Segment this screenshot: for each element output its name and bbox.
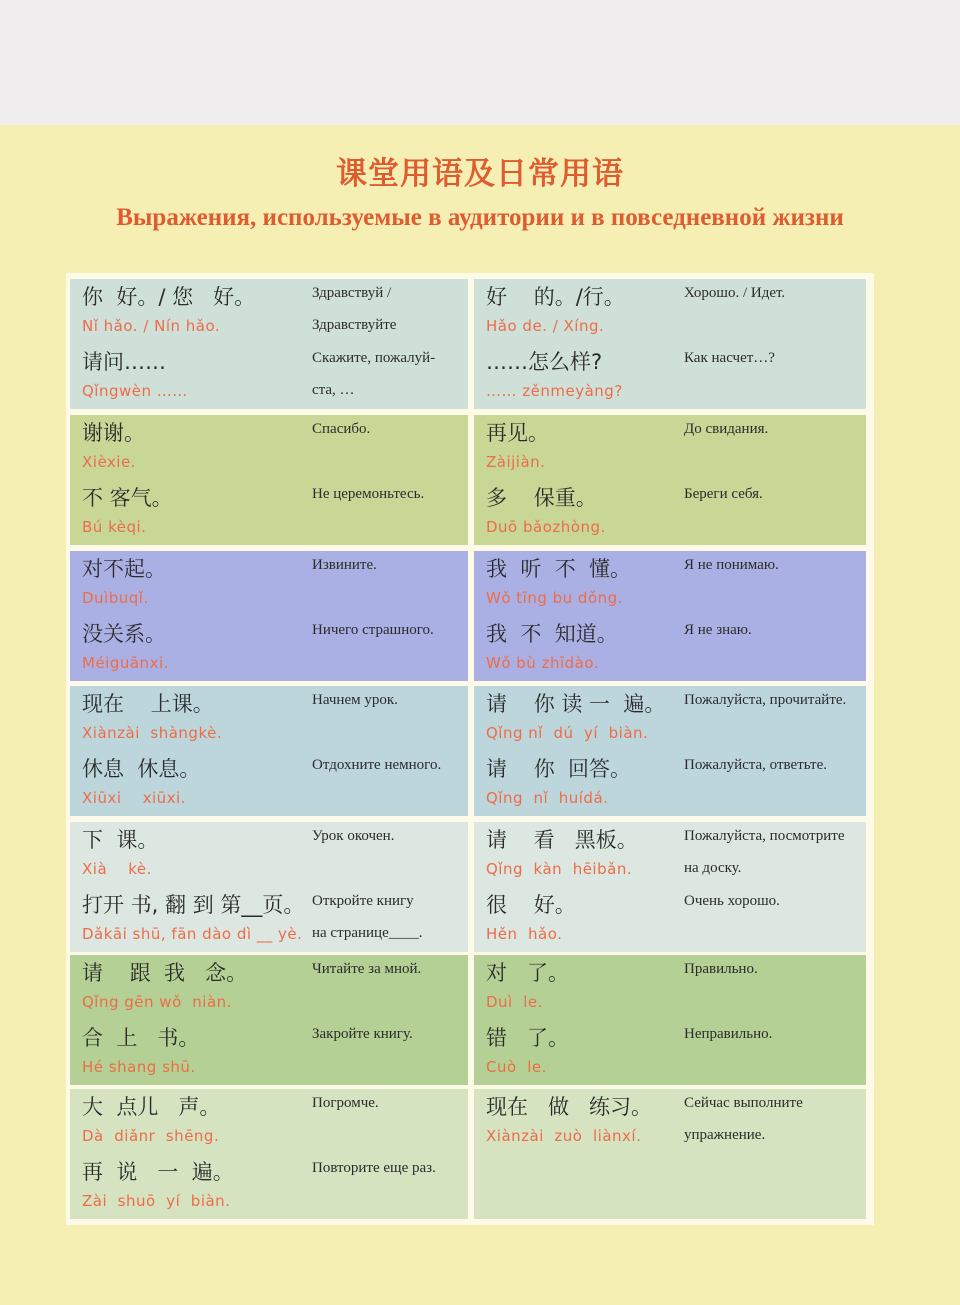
russian-translation: Скажите, пожалуй- (312, 350, 436, 366)
row-5-right-cell (474, 822, 866, 952)
phrase-entry (70, 822, 468, 888)
pinyin-text: Duìbuqǐ. (82, 589, 149, 607)
pinyin-text: Zài shuō yí biàn. (82, 1192, 231, 1210)
phrase-entry (474, 1089, 866, 1155)
phrase-entry (70, 344, 468, 410)
pinyin-text: Hěn hǎo. (486, 925, 563, 943)
phrase-entry (474, 279, 866, 345)
russian-translation-continued: ста, … (312, 382, 355, 398)
russian-translation: Пожалуйста, посмотрите (684, 828, 845, 844)
row-3-right-cell (474, 551, 866, 681)
pinyin-text: Nǐ hǎo. / Nín hǎo. (82, 317, 221, 335)
row-2-left-cell (70, 415, 468, 545)
russian-translation: Хорошо. / Идет. (684, 285, 786, 301)
chinese-phrase: 不 客气。 (82, 486, 173, 510)
phrase-entry (474, 415, 866, 481)
phrase-entry (474, 480, 866, 546)
chinese-phrase: 谢谢。 (82, 421, 145, 445)
phrase-entry (474, 955, 866, 1021)
phrase-entry (70, 1154, 468, 1220)
chinese-phrase: 请问…… (82, 350, 166, 374)
chinese-phrase: 现在 做 练习。 (486, 1095, 653, 1119)
chinese-phrase: 再 说 一 遍。 (82, 1160, 234, 1184)
chinese-phrase: 我 不 知道。 (486, 622, 618, 646)
russian-translation: Правильно. (684, 961, 758, 977)
russian-translation-continued: Здравствуйте (312, 317, 397, 333)
pinyin-text: Qǐngwèn …… (82, 382, 188, 400)
phrase-entry (70, 551, 468, 617)
chinese-phrase: 好 的。/行。 (486, 285, 625, 309)
chinese-phrase: 再见。 (486, 421, 549, 445)
pinyin-text: Méiguānxi. (82, 654, 169, 672)
row-4-left-cell (70, 686, 468, 816)
russian-translation: Очень хорошо. (684, 893, 780, 909)
phrase-entry (474, 551, 866, 617)
chinese-phrase: 请 你 回答。 (486, 757, 632, 781)
phrase-entry (474, 751, 866, 817)
row-2-right-cell (474, 415, 866, 545)
russian-translation: Не церемоньтесь. (312, 486, 425, 502)
phrase-entry (70, 616, 468, 682)
chinese-phrase: 休息 休息。 (82, 757, 201, 781)
pinyin-text: Xiànzài zuò liànxí. (486, 1127, 642, 1145)
chinese-phrase: 对不起。 (82, 557, 166, 581)
russian-translation: Отдохните немного. (312, 757, 442, 773)
russian-translation: Неправильно. (684, 1026, 773, 1042)
russian-translation: Я не понимаю. (684, 557, 779, 573)
russian-translation-continued: на странице____. (312, 925, 423, 941)
pinyin-text: Zàijiàn. (486, 453, 546, 471)
page-title-russian: Выражения, используемые в аудитории и в повседневной жизни (116, 204, 844, 231)
pinyin-text: Xià kè. (82, 860, 152, 878)
pinyin-text: Xièxie. (82, 453, 136, 471)
phrase-table (66, 273, 874, 1225)
pinyin-text: Duì le. (486, 993, 543, 1011)
row-5-left-cell (70, 822, 468, 952)
row-6-left-cell (70, 955, 468, 1085)
russian-translation: Закройте книгу. (312, 1026, 413, 1042)
russian-translation: До свидания. (684, 421, 769, 437)
phrase-entry (70, 1020, 468, 1086)
chinese-phrase: 你 好。/ 您 好。 (82, 285, 256, 309)
row-1-right-cell (474, 279, 866, 409)
pinyin-text: Dǎkāi shū, fān dào dì __ yè. (82, 925, 303, 943)
chinese-phrase: 大 点儿 声。 (82, 1095, 221, 1119)
russian-translation: Повторите еще раз. (312, 1160, 436, 1176)
chinese-phrase: 现在 上课。 (82, 692, 214, 716)
pinyin-text: Wǒ tīng bu dǒng. (486, 589, 623, 607)
russian-translation: Спасибо. (312, 421, 371, 437)
russian-translation: Погромче. (312, 1095, 379, 1111)
pinyin-text: Xiànzài shàngkè. (82, 724, 223, 742)
pinyin-text: Wǒ bù zhīdào. (486, 654, 600, 672)
phrase-entry (70, 279, 468, 345)
russian-translation-continued: на доску. (684, 860, 742, 876)
russian-translation: Пожалуйста, прочитайте. (684, 692, 847, 708)
phrase-entry (474, 616, 866, 682)
page-top-margin (0, 0, 960, 125)
russian-translation: Ничего страшного. (312, 622, 434, 638)
pinyin-text: Qǐng kàn hēibǎn. (486, 860, 633, 878)
phrase-entry (474, 344, 866, 410)
chinese-phrase: ……怎么样? (486, 350, 603, 374)
chinese-phrase: 打开 书, 翻 到 第__页。 (82, 893, 305, 917)
russian-translation: Сейчас выполните (684, 1095, 803, 1111)
pinyin-text: …… zěnmeyàng? (486, 382, 623, 400)
phrase-entry (70, 480, 468, 546)
row-7-left-cell (70, 1089, 468, 1219)
pinyin-text: Hǎo de. / Xíng. (486, 317, 605, 335)
chinese-phrase: 合 上 书。 (82, 1026, 200, 1050)
pinyin-text: Duō bǎozhòng. (486, 518, 606, 536)
chinese-phrase: 下 课。 (82, 828, 159, 852)
phrase-entry (70, 751, 468, 817)
russian-translation: Как насчет…? (684, 350, 775, 366)
russian-translation: Извините. (312, 557, 377, 573)
phrase-entry (474, 887, 866, 953)
chinese-phrase: 对 了。 (486, 961, 570, 985)
chinese-phrase: 请 看 黑板。 (486, 828, 638, 852)
phrase-entry (70, 415, 468, 481)
pinyin-text: Qǐng nǐ huídá. (486, 789, 609, 807)
row-4-right-cell (474, 686, 866, 816)
russian-translation: Читайте за мной. (312, 961, 422, 977)
pinyin-text: Hé shang shū. (82, 1058, 196, 1076)
row-1-left-cell (70, 279, 468, 409)
russian-translation: Здравствуй / (312, 285, 392, 301)
phrase-entry (70, 686, 468, 752)
phrase-entry (474, 1020, 866, 1086)
pinyin-text: Dà diǎnr shēng. (82, 1127, 220, 1145)
phrase-entry (474, 822, 866, 888)
chinese-phrase: 很 好。 (486, 893, 576, 917)
pinyin-text: Bú kèqi. (82, 518, 147, 536)
russian-translation: Начнем урок. (312, 692, 398, 708)
chinese-phrase: 请 你 读 一 遍。 (486, 692, 666, 716)
russian-translation: Я не знаю. (684, 622, 752, 638)
phrase-entry (70, 1089, 468, 1155)
russian-translation-continued: упражнение. (684, 1127, 766, 1143)
chinese-phrase: 错 了。 (486, 1026, 570, 1050)
row-7-right-cell (474, 1089, 866, 1219)
pinyin-text: Qǐng gēn wǒ niàn. (82, 993, 232, 1011)
russian-translation: Пожалуйста, ответьте. (684, 757, 827, 773)
pinyin-text: Cuò le. (486, 1058, 547, 1076)
russian-translation: Урок окочен. (312, 828, 395, 844)
chinese-phrase: 请 跟 我 念。 (82, 961, 248, 985)
row-3-left-cell (70, 551, 468, 681)
phrase-entry (474, 686, 866, 752)
chinese-phrase: 多 保重。 (486, 486, 597, 510)
pinyin-text: Qǐng nǐ dú yí biàn. (486, 724, 649, 742)
chinese-phrase: 没关系。 (82, 622, 166, 646)
russian-translation: Откройте книгу (312, 893, 414, 909)
page-title-chinese: 课堂用语及日常用语 (336, 156, 624, 192)
phrase-entry (70, 955, 468, 1021)
pinyin-text: Xiūxi xiūxi. (82, 789, 186, 807)
chinese-phrase: 我 听 不 懂。 (486, 557, 632, 581)
phrase-entry (70, 887, 468, 953)
row-6-right-cell (474, 955, 866, 1085)
russian-translation: Береги себя. (684, 486, 763, 502)
